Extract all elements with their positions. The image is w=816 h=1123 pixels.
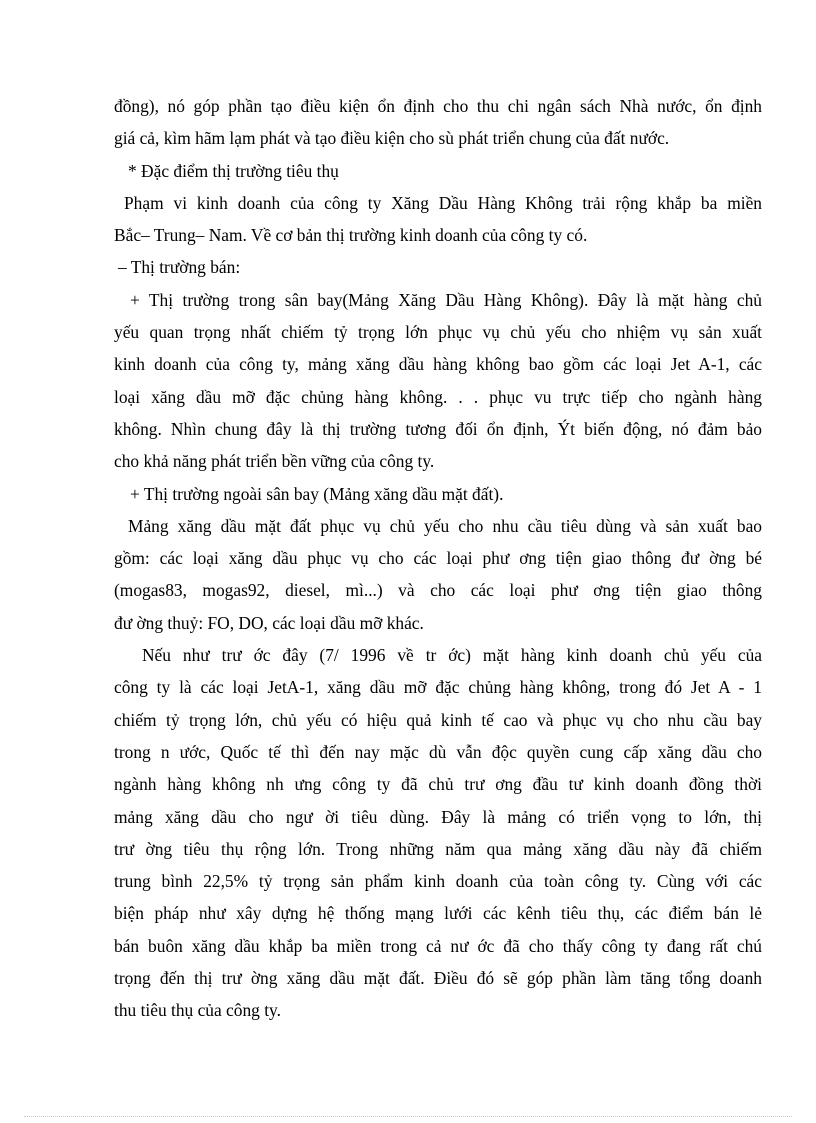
text-line: công ty là các loại JetA-1, xăng dầu mỡ đặc chủng hàng không, trong đó Jet A - 1: [114, 677, 762, 698]
text-line: + Thị trường trong sân bay(Mảng Xăng Dầu Hàng Không). Đây là mặt hàng chủ: [130, 289, 762, 310]
text-line: yếu quan trọng nhất chiếm tỷ trọng lớn phục vụ chủ yếu cho nhiệm vụ sản xuất: [114, 322, 762, 343]
text-line: cho khả năng phát triển bền vững của công ty.: [114, 451, 435, 472]
document-page: [114, 90, 762, 1027]
text-line: Mảng xăng dầu mặt đất phục vụ chủ yếu cho nhu cầu tiêu dùng và sản xuất bao: [128, 515, 762, 536]
text-line: kinh doanh của công ty, mảng xăng dầu hàng không bao gồm các loại Jet A-1, các: [114, 354, 762, 375]
text-line: ngành hàng không nh ưng công ty đã chủ trư ơng đầu tư kinh doanh đồng thời: [114, 774, 762, 795]
text-line: chiếm tỷ trọng lớn, chủ yếu có hiệu quả kinh tế cao và phục vụ cho nhu cầu bay: [114, 709, 762, 730]
text-line: trong n ước, Quốc tế thì đến nay mặc dù vẫn độc quyền cung cấp xăng dầu cho: [114, 741, 762, 762]
text-line: bán buôn xăng dầu khắp ba miền trong cả nư ớc đã cho thấy công ty đang rất chú: [114, 935, 762, 956]
text-line: trung bình 22,5% tỷ trọng sản phẩm kinh doanh của toàn công ty. Cùng với các: [114, 871, 762, 892]
text-line: giá cả, kìm hãm lạm phát và tạo điều kiện cho sù phát triển chung của đất nước.: [114, 128, 670, 149]
text-line: thu tiêu thụ của công ty.: [114, 1000, 281, 1021]
text-line: Nếu như trư ớc đây (7/ 1996 về tr ớc) mặt hàng kinh doanh chủ yếu của: [142, 645, 762, 666]
text-line: – Thị trường bán:: [118, 257, 241, 278]
text-line: Phạm vi kinh doanh của công ty Xăng Dầu Hàng Không trải rộng khắp ba miền: [124, 192, 762, 213]
text-line: biện pháp như xây dựng hệ thống mạng lưới các kênh tiêu thụ, các điểm bán lẻ: [114, 903, 762, 924]
text-line: * Đặc điểm thị trường tiêu thụ: [128, 160, 339, 181]
text-line: + Thị trường ngoài sân bay (Mảng xăng dầu mặt đất).: [130, 483, 504, 504]
text-line: Bắc– Trung– Nam. Về cơ bản thị trường kinh doanh của công ty có.: [114, 225, 588, 246]
text-line: đư ờng thuỷ: FO, DO, các loại dầu mỡ khác.: [114, 612, 424, 633]
text-line: mảng xăng dầu cho ngư ời tiêu dùng. Đây là mảng có triển vọng to lớn, thị: [114, 806, 762, 827]
text-line: gồm: các loại xăng dầu phục vụ cho các loại phư ơng tiện giao thông đư ờng bé: [114, 548, 762, 569]
text-line: trư ờng tiêu thụ rộng lớn. Trong những năm qua mảng xăng dầu này đã chiếm: [114, 838, 762, 859]
text-line: (mogas83, mogas92, diesel, mì...) và cho các loại phư ơng tiện giao thông: [114, 580, 762, 601]
text-line: không. Nhìn chung đây là thị trường tương đối ổn định, Ýt biến động, nó đảm bảo: [114, 418, 762, 439]
text-line: đồng), nó góp phần tạo điều kiện ổn định cho thu chi ngân sách Nhà nước, ổn định: [114, 96, 762, 116]
text-line: loại xăng dầu mỡ đặc chủng hàng không. . . phục vu trực tiếp cho ngành hàng: [114, 386, 762, 407]
page-bottom-divider: [24, 1116, 792, 1117]
text-line: trọng đến thị trư ờng xăng dầu mặt đất. Điều đó sẽ góp phần làm tăng tổng doanh: [114, 968, 762, 989]
